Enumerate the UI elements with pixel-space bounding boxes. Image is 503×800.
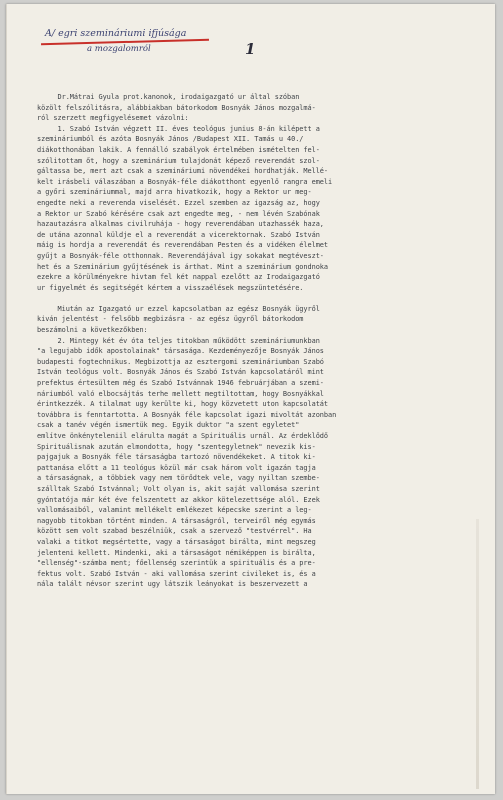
typed-line: a Rektor ur Szabó kérésére csak azt engedte meg, - nem lévén Szabónak (37, 209, 320, 218)
typed-line: említve önkényteleniil elárulta magát a Spirituális urnál. Az érdeklődő (37, 432, 328, 440)
typed-line: ról szerzett megfigyelésemet vázolni: (37, 114, 189, 123)
typed-line: hazautazásra alkalmas civilruhája - hogy reverendában utazhassék haza, (37, 220, 324, 229)
typed-body (37, 92, 483, 590)
typed-line: vallomásaiból, valamint mellékelt emlékezet képecske szerint a leg- (37, 506, 312, 515)
typed-line: a győri szemináriummal, majd arra hivatkozik, hogy a Rektor ur meg- (37, 188, 312, 197)
typed-line: engedte neki a reverenda viselését. Ezzel szemben az igazság az, hogy (37, 198, 320, 207)
typed-line: 1. Szabó István végzett II. éves teológus junius 8-án kilépett a (37, 124, 320, 133)
typed-line: fektus volt. Szabó István - aki vallomása szerint civileket is, és a (37, 569, 316, 578)
page-number: 1 (245, 40, 256, 58)
typed-line: gyóntatója már két éve felszentett az akkor kötelezettsége alól. Ezek (37, 495, 320, 504)
handwritten-annotation: A/ egri szemináriumi ifjúsága (45, 28, 187, 39)
handwritten-annotation-2: a mozgalomról (87, 44, 151, 54)
typed-line: de utána azonnal küldje el a reverendát a vicerektornak. Szabó István (37, 230, 320, 239)
document-page (6, 4, 495, 794)
typed-line: gyűjt a Bosnyák-féle otthonnak. Reverendájával igy sokakat megtéveszt- (37, 251, 324, 260)
typed-line: a társaságnak, a többiek vagy nem törődtek vele, vagy nyiltan szembe- (37, 474, 320, 483)
typed-line: máig is hordja a reverendát és reverendában Pesten és a vidéken élelmet (37, 241, 328, 250)
typed-line: "a legujabb idők apostolainak" társasága. Kezdeményezője Bosnyák János (37, 347, 324, 356)
typed-line: pattanása előtt a 11 teológus közül már csak három volt igazán tagja (37, 463, 316, 472)
typed-line: náriumból való elbocsájtás terhe mellett megtiltottam, hogy Bosnyákkal (37, 389, 324, 398)
typed-line: prefektus értesültem még és Szabó Istvánnak 1946 februárjában a szemi- (37, 379, 324, 388)
typed-line: Miután az Igazgató ur ezzel kapcsolatban az egész Bosnyák ügyről (37, 304, 320, 313)
typed-line: ezekre a körülményekre hivtam fel két nappal ezelőtt az Irodaigazgató (37, 273, 320, 282)
typed-line: pajgajuk a Bosnyák féle társaságba tartozó növendékeket. A titok ki- (37, 453, 316, 462)
typed-line: Spirituálisnak azután elmondotta, hogy "szentegyletnek" nevezik kis- (37, 442, 316, 451)
typed-line: kiván jelentést - felsőbb megbizásra - az egész ügyről bátorkodom (37, 315, 304, 324)
typed-line: kelt irásbeli válaszában a Bosnyák-féle diákotthont egyenlő rangra emeli (37, 177, 333, 186)
typed-line: István teológus volt. Bosnyák János és Szabó István kapcsolatáról mint (37, 368, 324, 377)
typed-line: valaki a titkot megsértette, vagy a társaságot birálta, mint megszeg (37, 537, 316, 546)
typed-line: diákotthonában lakik. A fennálló szabályok értelmében ismételten fel- (37, 145, 320, 154)
typed-line: beszámolni a következőkben: (37, 326, 148, 335)
typed-line: budapesti fogtechnikus. Megbizottja az esztergomi szemináriumban Szabó (37, 357, 324, 366)
typed-line: 2. Mintegy két év óta teljes titokban működött szemináriumunkban (37, 336, 320, 345)
typed-line: het és a Szeminárium gyűjtésének is árthat. Mint a szeminárium gondnoka (37, 262, 328, 271)
typed-line: továbbra is fenntartotta. A Bosnyák féle kapcsolat igazi mivoltát azonban (37, 410, 337, 419)
typed-line: közölt felszólitásra, alábbiakban bátorkodom Bosnyák János mozgalmá- (37, 103, 316, 112)
typed-line: nála talált névsor szerint ugy látszik leányokat is beszervezett a (37, 580, 308, 589)
typed-line: szólitottam őt, hogy a szeminárium tulajdonát képező reverendát szol- (37, 156, 320, 165)
typed-line: gáltassa be, mert azt csak a szemináriumi növendékei hordhatják. Mellé- (37, 167, 328, 176)
typed-line: szálltak Szabó Istvánnal; Volt olyan is, akit saját vallomása szerint (37, 484, 320, 493)
typed-line: csak a tanév végén ismertük meg. Egyik duktor "a szent egyletet" (37, 421, 300, 430)
typed-line: "ellenség"-számba ment; főellenség szerintük a spirituális és a pre- (37, 559, 316, 568)
typed-line: Dr.Mátrai Gyula prot.kanonok, irodaigazgató ur által szóban (37, 93, 300, 101)
typed-line: ur figyelmét és segitségét kértem a visszaélések megszüntetésére. (37, 283, 304, 292)
typed-line: jelenteni kellett. Mindenki, aki a társaságot némiképpen is birálta, (37, 548, 316, 557)
typed-line: nagyobb titokban történt minden. A társaságról, terveiről még egymás (37, 516, 316, 525)
paragraph-gap (37, 293, 483, 304)
typed-line: között sem volt szabad beszélniük, csak a szervező "testvérrel". Ha (37, 527, 312, 536)
typed-line: érintkezzék. A tilalmat ugy kerülte ki, hogy közvetett uton kapcsolatát (37, 400, 328, 409)
paper-edge-shadow (476, 519, 479, 789)
typed-line: szemináriumból és azóta Bosnyák János /Budapest XII. Tamás u 40./ (37, 135, 304, 144)
